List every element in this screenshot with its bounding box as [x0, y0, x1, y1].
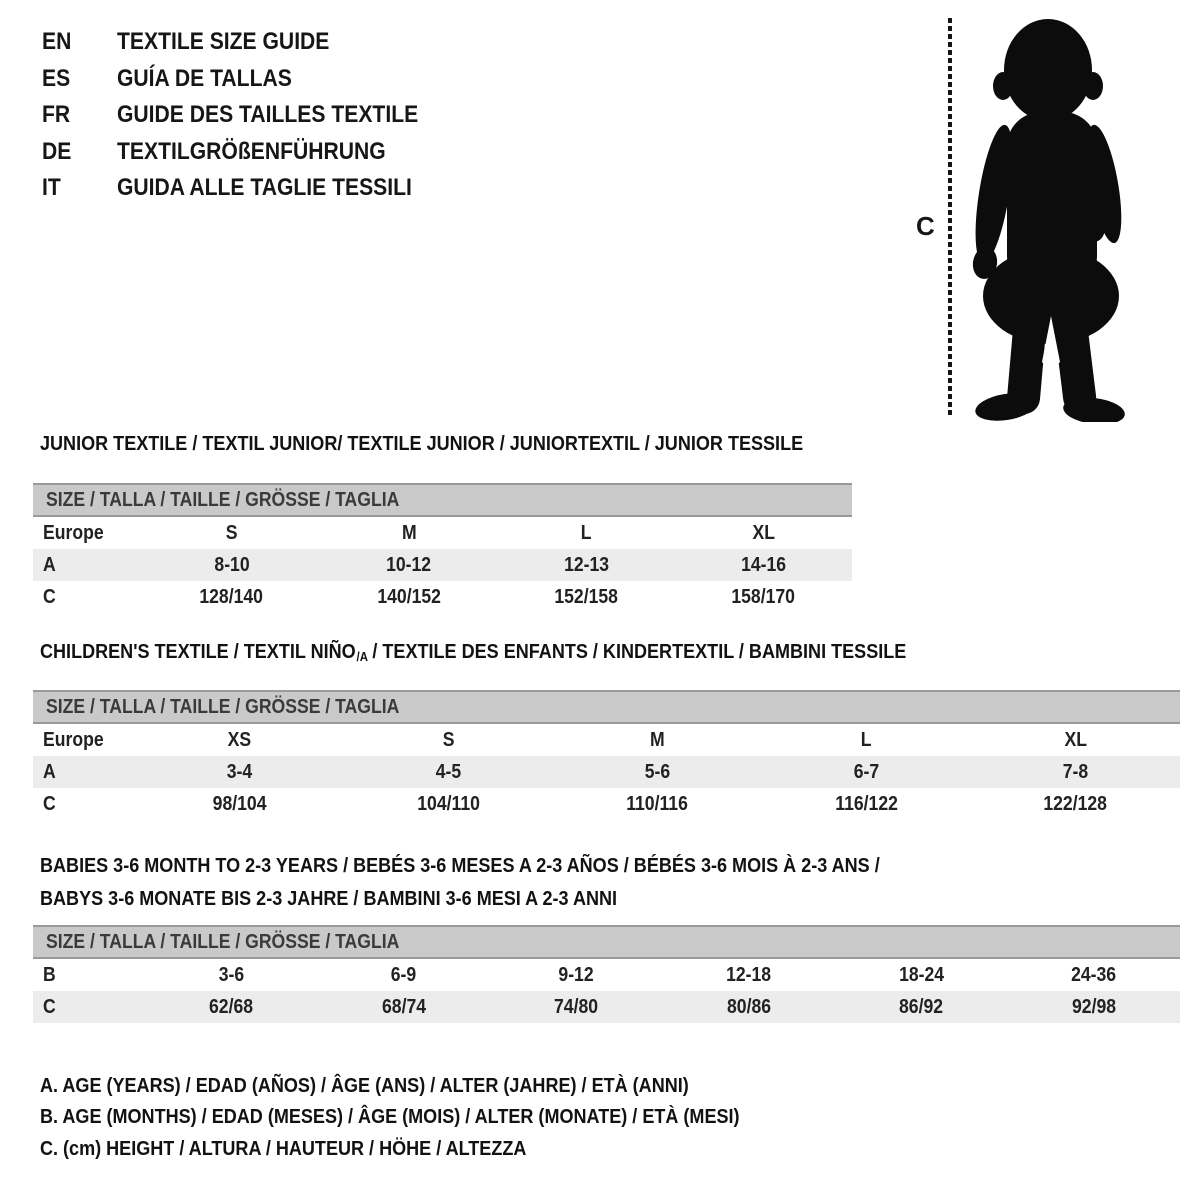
row-label: A — [43, 761, 56, 783]
language-row — [42, 97, 459, 134]
table-cell: 7-8 — [1062, 761, 1089, 783]
table-cell: 14-16 — [740, 554, 786, 576]
row-label: Europe — [43, 729, 104, 751]
size-header-text: SIZE / TALLA / TAILLE / GRÖSSE / TAGLIA — [46, 488, 400, 511]
table-cell: 12-13 — [563, 554, 609, 576]
language-code: FR — [42, 101, 71, 129]
table-cell: 110/116 — [626, 793, 689, 815]
language-code: DE — [42, 137, 72, 165]
size-header-text: SIZE / TALLA / TAILLE / GRÖSSE / TAGLIA — [46, 930, 400, 953]
table-cell: 9-12 — [558, 964, 594, 986]
table-row — [33, 958, 1180, 991]
children-section-title-text: CHILDREN'S TEXTILE / TEXTIL NIÑO/A / TEXTILE DES ENFANTS / KINDERTEXTIL / BAMBINI TESSILE — [40, 640, 907, 664]
table-cell: 116/122 — [835, 793, 898, 815]
babies-section-title-line1: BABIES 3-6 MONTH TO 2-3 YEARS / BEBÉS 3-6 MESES A 2-3 AÑOS / BÉBÉS 3-6 MOIS À 2-3 ANS / — [40, 854, 880, 877]
language-code: ES — [42, 64, 71, 92]
language-code: EN — [42, 28, 72, 56]
size-header-bar — [33, 926, 1180, 958]
row-label: C — [43, 793, 56, 815]
table-cell: 68/74 — [381, 996, 426, 1018]
row-label: C — [43, 996, 56, 1018]
table-row — [33, 516, 852, 549]
row-label: A — [43, 554, 56, 576]
language-row — [42, 61, 459, 98]
babies-section-title-line2: BABYS 3-6 MONATE BIS 2-3 JAHRE / BAMBINI 3-6 MESI A 2-3 ANNI — [40, 887, 618, 910]
table-cell: L — [580, 522, 592, 544]
height-measure-label: C — [916, 211, 935, 241]
row-label: C — [43, 586, 56, 608]
table-cell: 122/128 — [1043, 793, 1108, 815]
table-cell: 3-4 — [226, 761, 253, 783]
table-cell: 128/140 — [199, 586, 264, 608]
table-cell: 152/158 — [554, 586, 618, 608]
nino-a-suffix: /A — [356, 649, 368, 664]
table-cell: M — [401, 522, 417, 544]
table-cell: 18-24 — [898, 964, 944, 986]
language-title: TEXTILGRÖßENFÜHRUNG — [117, 137, 386, 165]
table-cell: 8-10 — [214, 554, 250, 576]
junior-section-title-text: JUNIOR TEXTILE / TEXTIL JUNIOR/ TEXTILE JUNIOR / JUNIORTEXTIL / JUNIOR TESSILE — [40, 432, 804, 455]
table-row — [33, 788, 1180, 820]
language-row — [42, 134, 459, 171]
language-title: GUÍA DE TALLAS — [117, 64, 292, 92]
size-header-text: SIZE / TALLA / TAILLE / GRÖSSE / TAGLIA — [46, 695, 400, 718]
table-cell: 12-18 — [726, 964, 772, 986]
table-cell: 3-6 — [218, 964, 244, 986]
table-row — [33, 581, 852, 613]
toddler-silhouette — [963, 16, 1135, 422]
row-label: B — [43, 964, 56, 986]
table-cell: S — [225, 522, 238, 544]
table-cell: 140/152 — [377, 586, 441, 608]
size-header-bar — [33, 691, 1180, 723]
junior-size-table — [33, 483, 852, 613]
table-cell: 98/104 — [212, 793, 267, 815]
table-row — [33, 991, 1180, 1023]
table-row — [33, 549, 852, 581]
table-cell: 104/110 — [417, 793, 480, 815]
legend-line-a: A. AGE (YEARS) / EDAD (AÑOS) / ÂGE (ANS) / ALTER (JAHRE) / ETÀ (ANNI) — [40, 1073, 689, 1097]
table-cell: 6-9 — [391, 964, 417, 986]
table-cell: S — [442, 729, 455, 751]
table-cell: 24-36 — [1071, 964, 1117, 986]
language-row — [42, 170, 459, 207]
babies-size-table — [33, 925, 1180, 1023]
table-cell: L — [861, 729, 872, 751]
table-cell: 86/92 — [899, 996, 944, 1018]
table-cell: 80/86 — [726, 996, 771, 1018]
height-measure-dashed-line — [948, 18, 952, 416]
table-row — [33, 756, 1180, 788]
children-size-table — [33, 690, 1180, 820]
language-title: TEXTILE SIZE GUIDE — [117, 28, 330, 56]
table-row — [33, 723, 1180, 756]
table-cell: XS — [227, 729, 252, 751]
legend-line-b: B. AGE (MONTHS) / EDAD (MESES) / ÂGE (MOIS) / ALTER (MONATE) / ETÀ (MESI) — [40, 1105, 740, 1129]
measure-legend — [40, 1070, 835, 1165]
babies-section-title — [40, 849, 994, 915]
legend-line-c: C. (cm) HEIGHT / ALTURA / HAUTEUR / HÖHE / ALTEZZA — [40, 1136, 527, 1160]
language-title: GUIDE DES TAILLES TEXTILE — [117, 101, 419, 129]
junior-section-title — [40, 432, 907, 456]
table-cell: XL — [1064, 729, 1087, 751]
table-cell: 92/98 — [1071, 996, 1116, 1018]
table-cell: 5-6 — [644, 761, 671, 783]
language-row — [42, 24, 459, 61]
table-cell: XL — [752, 522, 775, 544]
language-code: IT — [42, 174, 61, 202]
table-cell: 10-12 — [386, 554, 432, 576]
table-cell: 4-5 — [435, 761, 462, 783]
size-header-bar — [33, 484, 852, 516]
table-cell: 158/170 — [731, 586, 796, 608]
table-cell: 6-7 — [853, 761, 880, 783]
table-cell: 74/80 — [554, 996, 599, 1018]
row-label: Europe — [43, 522, 104, 544]
language-title-list — [42, 24, 459, 207]
children-section-title — [40, 640, 1024, 664]
language-title: GUIDA ALLE TAGLIE TESSILI — [117, 174, 412, 202]
table-cell: M — [650, 729, 665, 751]
table-cell: 62/68 — [209, 996, 254, 1018]
